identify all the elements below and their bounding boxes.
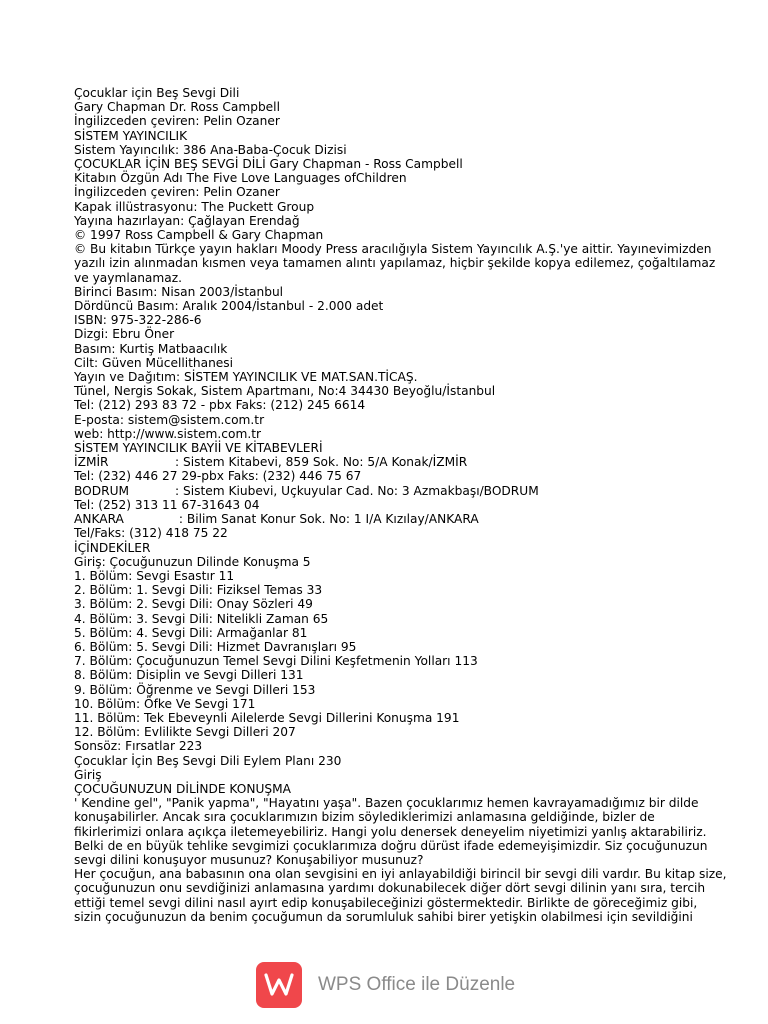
text-line: fikirlerimizi onlara açıkça iletemeyebiliriz. Hangi yolu denersek deneyelim niyetimizi yanlış aktarabiliriz.	[74, 824, 707, 839]
dealer-city: İZMİR	[74, 455, 109, 470]
dealer-list	[74, 455, 714, 540]
text-line: Her çocuğun, ana babasının ona olan sevgisini en iyi anlayabildiği birincil bir sevgi dili vardır. Bu kitap size,	[74, 867, 727, 882]
text-line: 12. Bölüm: Evlilikte Sevgi Dilleri 207	[74, 725, 296, 740]
text-line: sevgi dilini konuşuyor musunuz? Konuşabiliyor musunuz?	[74, 852, 424, 867]
text-line: © 1997 Ross Campbell & Gary Chapman	[74, 228, 324, 243]
wps-logo-icon	[256, 962, 302, 1008]
text-line: Çocuklar için Beş Sevgi Dili	[74, 86, 240, 100]
front-matter	[74, 86, 714, 455]
text-line: Yayın ve Dağıtım: SİSTEM YAYINCILIK VE MAT.SAN.TİCAŞ.	[74, 370, 418, 385]
text-line: Tel: (212) 293 83 72 - pbx Faks: (212) 245 6614	[74, 398, 366, 413]
text-line: çocuğunuzun onu sevdiğinizi anlamasına yardımı dokunabilecek diğer dört sevgi dilinin yanı sıra, tercih	[74, 881, 706, 896]
text-line: Dizgi: Ebru Öner	[74, 327, 175, 342]
text-line: 2. Bölüm: 1. Sevgi Dili: Fiziksel Temas 33	[74, 583, 323, 598]
dealer-address: : Sistem Kiubevi, Uçkuyular Cad. No: 3 Azmakbaşı/BODRUM	[175, 483, 539, 498]
text-line: konuşabilirler. Ancak sıra çocuklarımızın bizim söylediklerimizi anlamasına geldiğinde, bizler de	[74, 810, 655, 825]
text-line: © Bu kitabın Türkçe yayın hakları Moody Press aracılığıyla Sistem Yayıncılık A.Ş.'ye aittir. Yayınevimizden	[74, 242, 712, 257]
document-page	[74, 86, 727, 924]
text-line: 9. Bölüm: Öğrenme ve Sevgi Dilleri 153	[74, 682, 316, 697]
dealer-city: BODRUM	[74, 483, 130, 498]
text-line: Yayına hazırlayan: Çağlayan Erendağ	[74, 213, 300, 228]
text-line: SİSTEM YAYINCILIK	[74, 128, 188, 143]
text-line: sizin çocuğunuzun da benim çocuğumun da sorumluluk sahibi birer yetişkin olabilmesi için sevildiğini	[74, 909, 693, 924]
text-line: 5. Bölüm: 4. Sevgi Dili: Armağanlar 81	[74, 625, 308, 640]
wps-edit-banner[interactable]	[256, 962, 515, 1008]
dealer-phone: Tel: (252) 313 11 67-31643 04	[74, 497, 260, 512]
text-line: ' Kendine gel", "Panik yapma", "Hayatını yaşa". Bazen çocuklarımız hemen kavrayamadığımız bir dilde	[74, 796, 699, 811]
text-line: ve yaymlanamaz.	[74, 270, 183, 285]
text-line: Gary Chapman Dr. Ross Campbell	[74, 100, 280, 115]
dealer-address: : Bilim Sanat Konur Sok. No: 1 I/A Kızılay/ANKARA	[175, 512, 479, 527]
text-line: 4. Bölüm: 3. Sevgi Dili: Nitelikli Zaman 65	[74, 611, 329, 626]
dealer-address-row	[74, 512, 714, 526]
text-line: 7. Bölüm: Çocuğunuzun Temel Sevgi Dilini Keşfetmenin Yolları 113	[74, 654, 478, 669]
text-line: 3. Bölüm: 2. Sevgi Dili: Onay Sözleri 49	[74, 597, 313, 612]
text-line: yazılı izin alınmadan kısmen veya tamamen alıntı yapılamaz, hiçbir şekilde kopya edilemez, çoğaltılamaz	[74, 256, 716, 271]
text-line: Tünel, Nergis Sokak, Sistem Apartmanı, No:4 34430 Beyoğlu/İstanbul	[74, 384, 496, 399]
text-line: ÇOCUKLAR İÇİN BEŞ SEVGİ DİLİ Gary Chapman - Ross Campbell	[74, 157, 463, 172]
text-line: Kapak illüstrasyonu: The Puckett Group	[74, 199, 315, 214]
text-line: Kitabın Özgün Adı The Five Love Languages ofChildren	[74, 171, 407, 186]
text-line: Çocuklar İçin Beş Sevgi Dili Eylem Planı 230	[74, 753, 342, 768]
dealer-address: : Sistem Kitabevi, 859 Sok. No: 5/A Konak/İZMİR	[175, 455, 468, 470]
text-line: ettiği temel sevgi dilini nasıl ayırt edip konuşabileceğinizi göstermektedir. Birlikte de göreceğimiz gibi,	[74, 895, 698, 910]
text-line: 11. Bölüm: Tek Ebeveynli Ailelerde Sevgi Dillerini Konuşma 191	[74, 710, 460, 725]
text-line: Belki de en büyük tehlike sevgimizi çocuklarımıza doğru dürüst ifade edemeyişimizdir. Siz çocuğunuzun	[74, 838, 708, 853]
text-line: Cilt: Güven Mücellithanesi	[74, 355, 234, 370]
text-line: web: http://www.sistem.com.tr	[74, 426, 261, 441]
text-line: Basım: Kurtiş Matbaacılık	[74, 341, 228, 356]
document-body	[74, 540, 727, 924]
text-line: Sonsöz: Fırsatlar 223	[74, 739, 203, 754]
text-line: İngilizceden çeviren: Pelin Ozaner	[74, 185, 280, 200]
wps-edit-label: WPS Office ile Düzenle	[318, 974, 516, 995]
text-line: 8. Bölüm: Disiplin ve Sevgi Dilleri 131	[74, 668, 304, 683]
dealer-phone: Tel/Faks: (312) 418 75 22	[74, 526, 228, 541]
dealer-address-row	[74, 455, 714, 469]
text-line: Giriş: Çocuğunuzun Dilinde Konuşma 5	[74, 554, 311, 569]
dealer-city: ANKARA	[74, 512, 124, 527]
text-line: İngilizceden çeviren: Pelin Ozaner	[74, 114, 280, 129]
text-line: SİSTEM YAYINCILIK BAYİİ VE KİTABEVLERİ	[74, 441, 323, 456]
text-line: E-posta: sistem@sistem.com.tr	[74, 412, 265, 427]
text-line: Sistem Yayıncılık: 386 Ana-Baba-Çocuk Dizisi	[74, 142, 347, 157]
dealer-address-row	[74, 484, 714, 498]
text-line: ÇOCUĞUNUZUN DİLİNDE KONUŞMA	[74, 781, 291, 796]
text-line: 10. Bölüm: Öfke Ve Sevgi 171	[74, 696, 256, 711]
text-line: 1. Bölüm: Sevgi Esastır 11	[74, 568, 235, 583]
text-line: 6. Bölüm: 5. Sevgi Dili: Hizmet Davranışları 95	[74, 639, 357, 654]
text-line: İÇİNDEKİLER	[74, 540, 151, 555]
text-line: ISBN: 975-322-286-6	[74, 313, 202, 328]
dealer-phone: Tel: (232) 446 27 29-pbx Faks: (232) 446 75 67	[74, 469, 362, 484]
text-line: Birinci Basım: Nisan 2003/İstanbul	[74, 284, 284, 299]
text-line: Giriş	[74, 767, 102, 782]
text-line: Dördüncü Basım: Aralık 2004/İstanbul - 2.000 adet	[74, 299, 384, 314]
